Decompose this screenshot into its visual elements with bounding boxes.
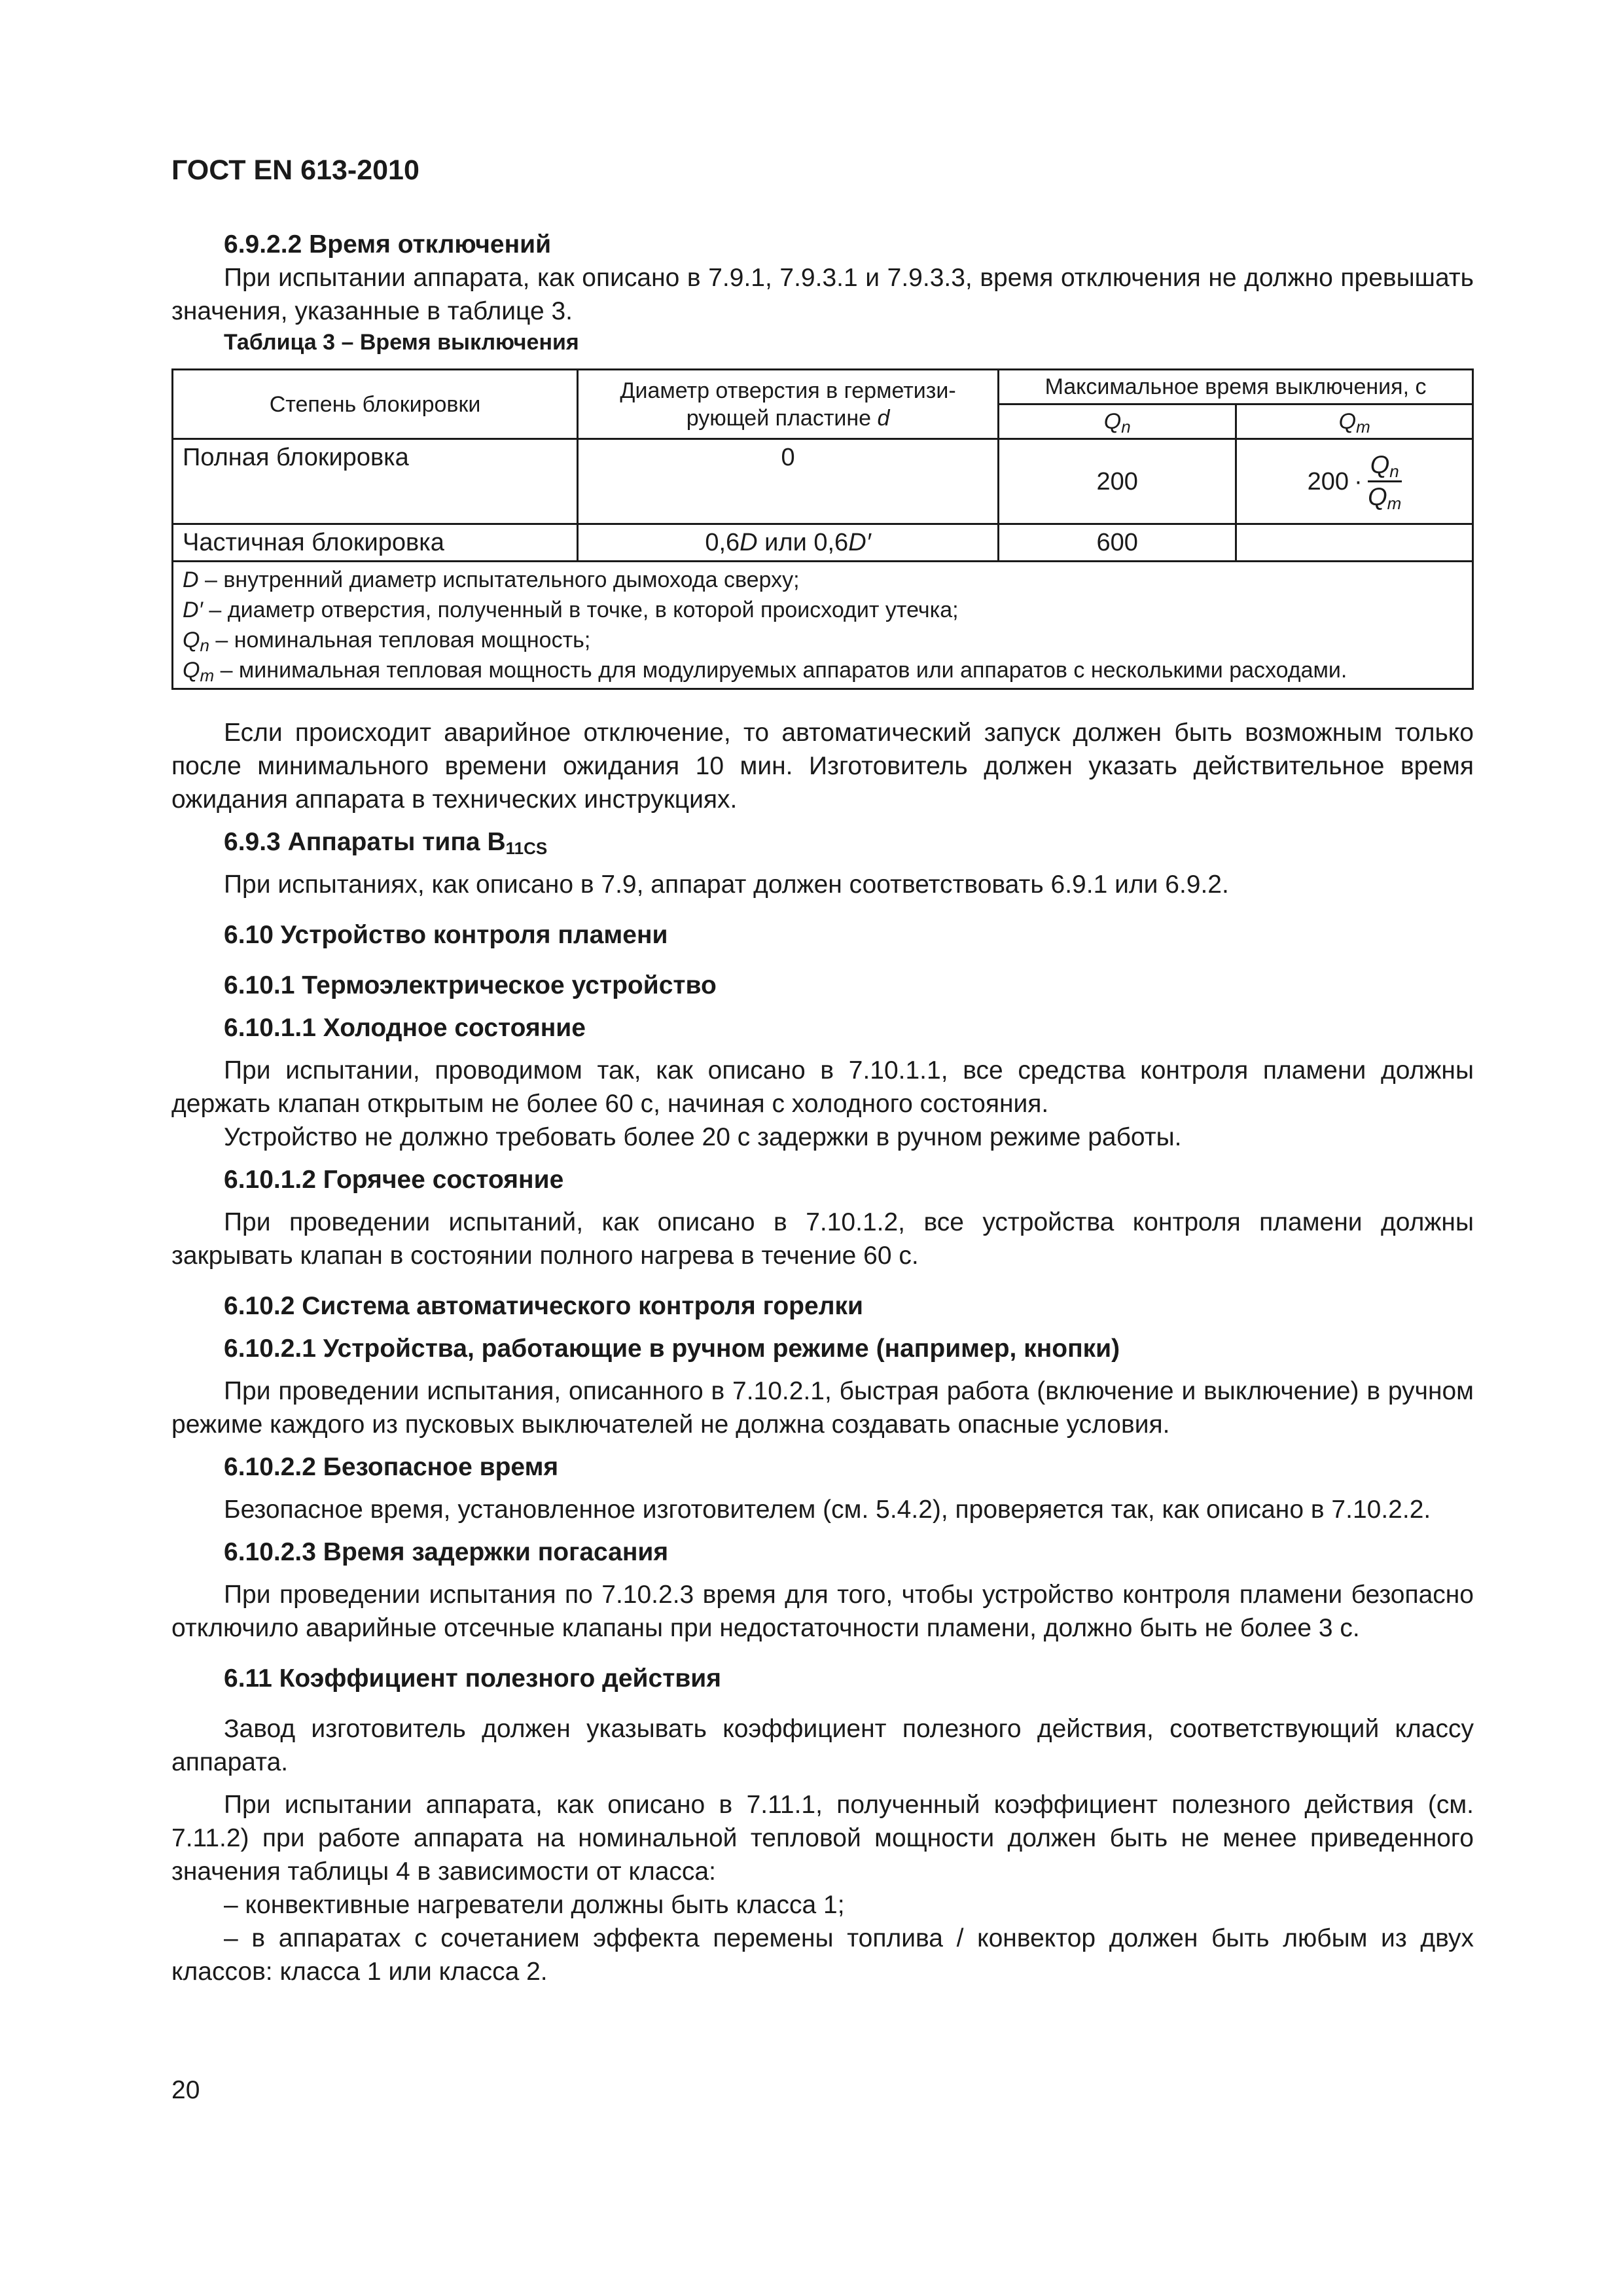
row2-diameter: 0,6D или 0,6D′ — [578, 524, 999, 562]
header-qm: $Q_m$ — [1236, 404, 1473, 439]
heading-6-9-2-2: 6.9.2.2 Время отключений — [224, 230, 552, 259]
list-item-class-1: – конвективные нагреватели должны быть класса 1; — [224, 1891, 845, 1919]
header-degree: Степень блокировки — [173, 370, 578, 439]
heading-6-10-1-1: 6.10.1.1 Холодное состояние — [224, 1014, 586, 1042]
paragraph-6-10-1-1-b: Устройство не должно требовать более 20 с задержки в ручном режиме работы. — [224, 1123, 1182, 1151]
paragraph-6-10-1-2: При проведении испытаний, как описано в 7.10.1.2, все устройства контроля пламени должны закрывать клапан в состоянии полного нагрева в течение 60 с. — [171, 1208, 1474, 1270]
note-D: D – внутренний диаметр испытательного дымохода сверху; — [183, 567, 800, 592]
table-3-notes — [173, 562, 1473, 689]
paragraph-6-9-2-2: При испытании аппарата, как описано в 7.9.1, 7.9.3.1 и 7.9.3.3, время отключения не должно превышать значения, указанные в таблице 3. — [171, 264, 1474, 325]
row2-degree: Частичная блокировка — [173, 524, 578, 562]
heading-6-10-1-2: 6.10.1.2 Горячее состояние — [224, 1166, 564, 1194]
heading-6-10-1: 6.10.1 Термоэлектрическое устройство — [224, 971, 717, 999]
table-3 — [171, 368, 1474, 690]
paragraph-6-10-2-3: При проведении испытания по 7.10.2.3 время для того, чтобы устройство контроля пламени безопасно отключило аварийные отсечные клапаны при недостаточности пламени, должно быть не более 3 с. — [171, 1581, 1474, 1642]
header-diameter-var: d — [877, 405, 890, 431]
table-3-caption: Таблица 3 – Время выключения — [224, 330, 579, 355]
row2-qn: 600 — [999, 524, 1236, 562]
note-Qn: $Q_n$ – номинальная тепловая мощность; — [183, 628, 591, 655]
paragraph-6-10-2-1: При проведении испытания, описанного в 7.10.2.1, быстрая работа (включение и выключение) в ручном режиме каждого из пусковых выключателей не должна создавать опасные условия. — [171, 1377, 1474, 1439]
header-max-time: Максимальное время выключения, с — [999, 370, 1473, 404]
note-Qm: $Q_m$ – минимальная тепловая мощность для модулируемых аппаратов или аппаратов с несколькими расходами. — [183, 658, 1347, 685]
heading-6-10-2-2: 6.10.2.2 Безопасное время — [224, 1453, 559, 1481]
page-content — [171, 228, 1474, 1988]
paragraph-after-table: Если происходит аварийное отключение, то автоматический запуск должен быть возможным только после минимального времени ожидания 10 мин. Изготовитель должен указать действительное время ожидания аппарата в технических инструкциях. — [171, 719, 1474, 814]
paragraph-6-11-b: При испытании аппарата, как описано в 7.11.1, полученный коэффициент полезного действия (см. 7.11.2) при работе аппарата на номинальной тепловой мощности должен быть не менее приведенного значения таблицы 4 в зависимости от класса: — [171, 1791, 1474, 1886]
heading-6-11: 6.11 Коэффициент полезного действия — [224, 1664, 722, 1693]
fraction-numerator: $Q_n$ — [1368, 450, 1402, 482]
heading-6-10: 6.10 Устройство контроля пламени — [224, 921, 668, 949]
row1-diameter: 0 — [578, 439, 999, 524]
header-qn: $Q_n$ — [999, 404, 1236, 439]
row1-qm-coef: 200 — [1307, 467, 1349, 495]
page-number: 20 — [171, 2076, 200, 2104]
row1-qm-dot: · — [1354, 467, 1363, 495]
heading-6-10-2: 6.10.2 Система автоматического контроля горелки — [224, 1292, 863, 1320]
fraction-denominator: $Q_m$ — [1368, 484, 1402, 513]
paragraph-6-10-1-1-a: При испытании, проводимом так, как описано в 7.10.1.1, все средства контроля пламени должны держать клапан открытым не более 60 с, начиная с холодного состояния. — [171, 1056, 1474, 1118]
paragraph-6-9-3: При испытаниях, как описано в 7.9, аппарат должен соответствовать 6.9.1 или 6.9.2. — [224, 870, 1229, 899]
row1-qm-fraction — [1368, 450, 1402, 512]
note-D-prime: D′ – диаметр отверстия, полученный в точке, в которой происходит утечка; — [183, 598, 959, 622]
row1-qn: 200 — [999, 439, 1236, 524]
list-item-class-1-or-2: – в аппаратах с сочетанием эффекта перемены топлива / конвектор должен быть любым из двух классов: класса 1 или класса 2. — [171, 1924, 1474, 1986]
paragraph-6-11-a: Завод изготовитель должен указывать коэффициент полезного действия, соответствующий классу аппарата. — [171, 1715, 1474, 1776]
heading-6-10-2-3: 6.10.2.3 Время задержки погасания — [224, 1538, 669, 1566]
header-diameter-line2: рующей пластине — [686, 405, 872, 431]
header-diameter — [578, 370, 999, 439]
heading-6-10-2-1: 6.10.2.1 Устройства, работающие в ручном режиме (например, кнопки) — [224, 1335, 1120, 1363]
row1-qm — [1236, 439, 1473, 524]
row2-qm — [1236, 524, 1473, 562]
row1-qm-formula — [1308, 450, 1402, 512]
header-diameter-line1: Диаметр отверстия в герметизи- — [620, 378, 956, 403]
row1-degree: Полная блокировка — [173, 439, 578, 524]
standard-title: ГОСТ EN 613-2010 — [171, 154, 419, 186]
paragraph-6-10-2-2: Безопасное время, установленное изготовителем (см. 5.4.2), проверяется так, как описано в 7.10.2.2. — [224, 1496, 1431, 1524]
heading-6-9-3: 6.9.3 Аппараты типа $B_{11CS}$ — [224, 828, 548, 858]
